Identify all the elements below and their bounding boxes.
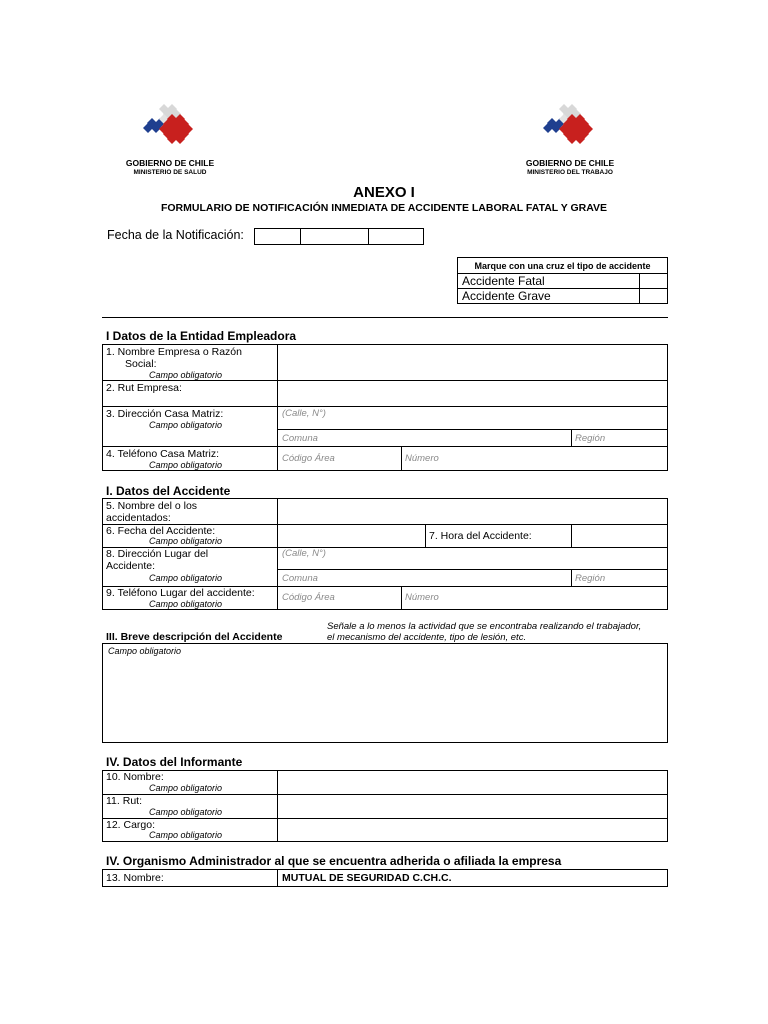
accident-phone-input[interactable]: [402, 587, 667, 609]
field8-comuna-placeholder: Comuna: [282, 573, 318, 584]
field9-number-placeholder: Número: [405, 592, 439, 603]
field6-label: 6. Fecha del Accidente:: [106, 525, 216, 537]
field4-number-placeholder: Número: [405, 453, 439, 464]
accident-comuna-input[interactable]: [278, 570, 570, 586]
field1-required: Campo obligatorio: [149, 370, 223, 380]
field7-label: 7. Hora del Accidente:: [429, 530, 532, 542]
accident-type-header: Marque con una cruz el tipo de accidente: [474, 261, 651, 271]
field3-street-placeholder: (Calle, N°): [282, 408, 326, 419]
matrix-phone-input[interactable]: [402, 447, 667, 470]
field13-label: 13. Nombre:: [106, 872, 164, 884]
field8-label-line2: Accidente:: [106, 560, 156, 572]
accident-table: [102, 498, 668, 610]
field9-area-placeholder: Código Área: [282, 592, 335, 603]
company-rut-input[interactable]: [278, 381, 667, 406]
informant-table: [102, 770, 668, 842]
divider: [102, 317, 668, 318]
field9-required: Campo obligatorio: [149, 599, 223, 609]
gobierno-chile-emblem-icon: [140, 100, 200, 156]
matrix-comuna-input[interactable]: [278, 430, 570, 446]
notification-month-input[interactable]: [301, 229, 368, 244]
accident-type-box: [457, 257, 668, 304]
field4-area-placeholder: Código Área: [282, 453, 335, 464]
field8-required: Campo obligatorio: [149, 573, 223, 583]
logo-left-line1: GOBIERNO DE CHILE: [125, 158, 215, 168]
field10-required: Campo obligatorio: [149, 783, 223, 793]
logo-left-line2: MINISTERIO DE SALUD: [133, 168, 207, 176]
notification-date-field: [254, 228, 424, 245]
field5-label-line1: 5. Nombre del o los: [106, 500, 198, 512]
logo-right-line1: GOBIERNO DE CHILE: [525, 158, 615, 168]
accident-fatal-label: Accidente Fatal: [462, 274, 545, 288]
matrix-region-input[interactable]: [572, 430, 667, 446]
field1-label-line1: 1. Nombre Empresa o Razón: [106, 346, 242, 358]
description-required: Campo obligatorio: [108, 646, 182, 656]
field9-label: 9. Teléfono Lugar del accidente:: [106, 587, 255, 599]
notification-day-input[interactable]: [255, 229, 300, 244]
informant-rut-input[interactable]: [278, 795, 667, 818]
organism-table: [102, 869, 668, 887]
accident-area-code-input[interactable]: [278, 587, 400, 609]
field11-label: 11. Rut:: [106, 795, 142, 807]
section-employer-title: I Datos de la Entidad Empleadora: [106, 329, 297, 343]
organism-name-value: MUTUAL DE SEGURIDAD C.CH.C.: [282, 872, 452, 884]
accident-grave-checkbox[interactable]: [640, 289, 667, 303]
field8-region-placeholder: Región: [575, 573, 606, 584]
section-organism-title: IV. Organismo Administrador al que se encuentra adherida o afiliada la empresa: [106, 854, 562, 868]
field5-label-line2: accidentados:: [106, 512, 171, 524]
field2-label: 2. Rut Empresa:: [106, 382, 182, 394]
description-box[interactable]: [102, 643, 668, 743]
field12-required: Campo obligatorio: [149, 830, 223, 840]
accident-fatal-checkbox[interactable]: [640, 274, 667, 288]
field6-required: Campo obligatorio: [149, 536, 223, 546]
description-note-line1: Señale a lo menos la actividad que se encontraba realizando el trabajador,: [327, 621, 642, 632]
field3-comuna-placeholder: Comuna: [282, 433, 318, 444]
company-name-input[interactable]: [278, 345, 667, 380]
informant-name-input[interactable]: [278, 771, 667, 794]
page-subtitle: FORMULARIO DE NOTIFICACIÓN INMEDIATA DE ACCIDENTE LABORAL FATAL Y GRAVE: [160, 202, 608, 214]
field4-label: 4. Teléfono Casa Matriz:: [106, 448, 220, 460]
matrix-area-code-input[interactable]: [278, 447, 400, 470]
field3-region-placeholder: Región: [575, 433, 606, 444]
logo-left: [116, 100, 224, 180]
injured-names-input[interactable]: [278, 499, 667, 524]
field1-label-line2: Social:: [125, 358, 157, 370]
section-description-title: III. Breve descripción del Accidente: [106, 631, 283, 643]
section-accident-title: I. Datos del Accidente: [106, 484, 231, 498]
logo-right: [506, 100, 634, 180]
logo-right-line2: MINISTERIO DEL TRABAJO: [527, 168, 613, 176]
accident-street-input[interactable]: [278, 548, 667, 569]
field4-required: Campo obligatorio: [149, 460, 223, 470]
matrix-street-input[interactable]: [278, 407, 667, 429]
field8-label-line1: 8. Dirección Lugar del: [106, 548, 209, 560]
accident-time-input[interactable]: [572, 525, 667, 547]
informant-role-input[interactable]: [278, 819, 667, 841]
accident-date-input[interactable]: [278, 525, 424, 547]
field11-required: Campo obligatorio: [149, 807, 223, 817]
field3-required: Campo obligatorio: [149, 420, 223, 430]
employer-table: [102, 344, 668, 471]
field10-label: 10. Nombre:: [106, 771, 164, 783]
notification-date-label: Fecha de la Notificación:: [107, 228, 244, 242]
page-title: ANEXO I: [353, 184, 415, 201]
gobierno-chile-emblem-icon: [540, 100, 600, 156]
accident-region-input[interactable]: [572, 570, 667, 586]
notification-year-input[interactable]: [369, 229, 423, 244]
field12-label: 12. Cargo:: [106, 819, 156, 831]
accident-grave-label: Accidente Grave: [462, 289, 551, 303]
description-note-line2: el mecanismo del accidente, tipo de lesión, etc.: [327, 632, 527, 643]
section-informant-title: IV. Datos del Informante: [106, 755, 243, 769]
field3-label: 3. Dirección Casa Matriz:: [106, 408, 224, 420]
field8-street-placeholder: (Calle, N°): [282, 548, 326, 559]
